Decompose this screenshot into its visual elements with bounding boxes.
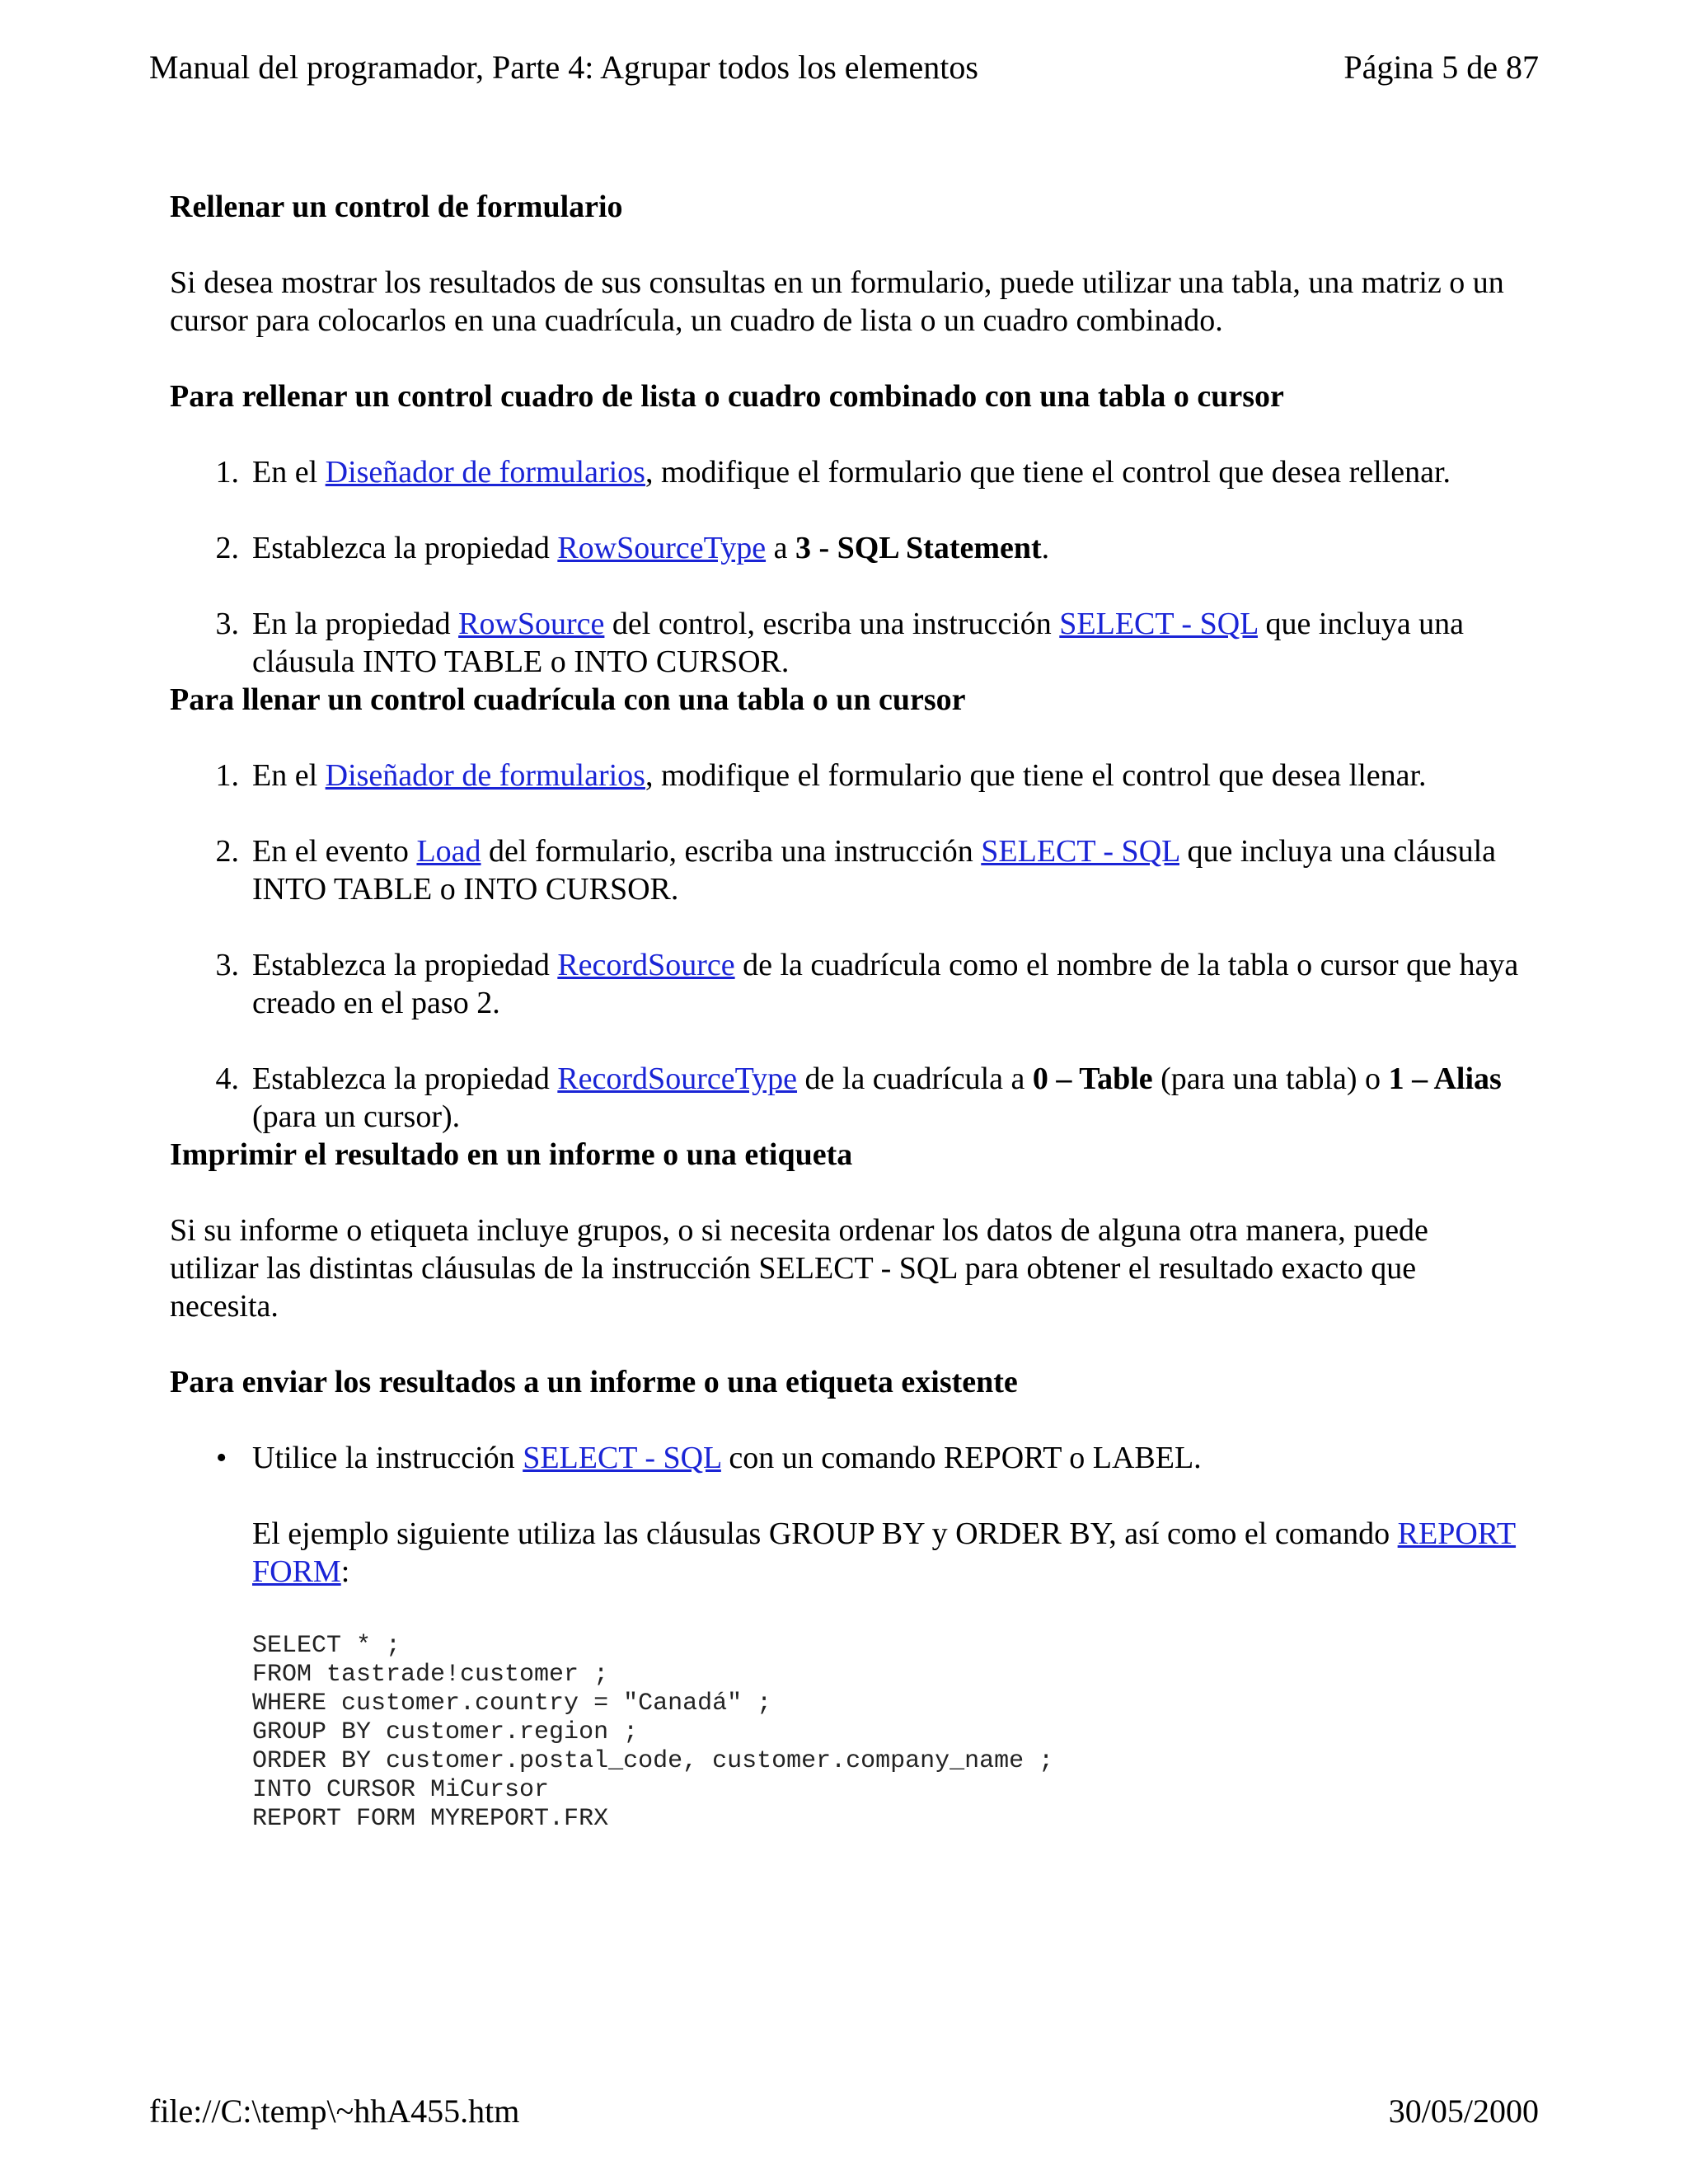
code-sample	[252, 1632, 1522, 1834]
step-text: que incluya una cláusula INTO TABLE o INTO CURSOR.	[252, 834, 1497, 907]
procedure-steps-listbox	[170, 453, 1522, 681]
step-value: 1 – Alias	[1388, 1062, 1502, 1096]
list-item	[170, 946, 1522, 1022]
code-line: ORDER BY customer.postal_code, customer.company_name ;	[252, 1747, 1054, 1775]
report-form-link[interactable]: REPORT FORM	[252, 1516, 1517, 1589]
step-number: 2.	[215, 834, 239, 869]
step-text: :	[340, 1554, 350, 1589]
list-item	[170, 832, 1522, 908]
rowsource-link[interactable]: RowSource	[458, 607, 605, 641]
step-text: Establezca la propiedad	[252, 1062, 558, 1096]
load-event-link[interactable]: Load	[416, 834, 481, 869]
bullet-text	[252, 1439, 1522, 1477]
step-text: de la cuadrícula a	[797, 1062, 1033, 1096]
step-value: 0 – Table	[1032, 1062, 1153, 1096]
code-line: GROUP BY customer.region ;	[252, 1718, 639, 1746]
section-intro-paragraph: Si su informe o etiqueta incluye grupos, o si necesita ordenar los datos de alguna otra manera, puede utilizar las distintas cláusulas de la instrucción SELECT - SQL para obtener el resultado exacto que necesita.	[170, 1213, 1428, 1324]
bullet-icon: •	[216, 1441, 227, 1475]
recordsourcetype-link[interactable]: RecordSourceType	[557, 1062, 798, 1096]
step-number: 2.	[215, 531, 239, 565]
section-heading-print-report: Imprimir el resultado en un informe o una etiqueta	[170, 1137, 853, 1172]
step-number: 4.	[215, 1062, 239, 1096]
document-body	[170, 188, 1522, 1834]
code-line: WHERE customer.country = "Canadá" ;	[252, 1690, 772, 1718]
list-item	[170, 757, 1522, 794]
step-text: Utilice la instrucción	[252, 1441, 523, 1475]
step-text: a	[766, 531, 795, 565]
page-footer-date: 30/05/2000	[1388, 2093, 1539, 2130]
step-text: En el evento	[252, 834, 417, 869]
step-text: que incluya una cláusula INTO TABLE o INTO CURSOR.	[252, 607, 1465, 679]
code-line: INTO CURSOR MiCursor	[252, 1776, 550, 1804]
step-text: En el	[252, 758, 326, 793]
code-line: REPORT FORM MYREPORT.FRX	[252, 1805, 609, 1833]
form-designer-link[interactable]: Diseñador de formularios	[325, 455, 645, 490]
recordsource-link[interactable]: RecordSource	[557, 948, 735, 982]
step-text: , modifique el formulario que tiene el control que desea llenar.	[645, 758, 1427, 793]
example-text	[252, 1515, 1522, 1591]
step-text: , modifique el formulario que tiene el control que desea rellenar.	[645, 455, 1451, 490]
list-item	[170, 453, 1522, 491]
page-header-title: Manual del programador, Parte 4: Agrupar todos los elementos	[149, 49, 978, 86]
list-item	[170, 1060, 1522, 1136]
page-footer-path: file://C:\temp\~hhA455.htm	[149, 2093, 520, 2130]
step-text: En el	[252, 455, 326, 490]
step-number: 1.	[215, 455, 239, 490]
step-text: (para un cursor).	[252, 1099, 461, 1134]
section-intro-paragraph: Si desea mostrar los resultados de sus consultas en un formulario, puede utilizar una tabla, una matriz o un cursor para colocarlos en una cuadrícula, un cuadro de lista o un cuadro combinado.	[170, 265, 1504, 338]
step-text: El ejemplo siguiente utiliza las cláusulas GROUP BY y ORDER BY, así como el comando	[252, 1516, 1398, 1551]
procedure-heading-listbox: Para rellenar un control cuadro de lista o cuadro combinado con una tabla o cursor	[170, 379, 1284, 414]
code-line: FROM tastrade!customer ;	[252, 1661, 609, 1689]
step-text: con un comando REPORT o LABEL.	[720, 1441, 1202, 1475]
rowsourcetype-link[interactable]: RowSourceType	[557, 531, 767, 565]
step-text: del formulario, escriba una instrucción	[481, 834, 982, 869]
code-line: SELECT * ;	[252, 1632, 401, 1660]
step-text: Establezca la propiedad	[252, 948, 558, 982]
procedure-heading-grid: Para llenar un control cuadrícula con una tabla o un cursor	[170, 682, 966, 717]
step-text: .	[1041, 531, 1050, 565]
step-text: (para una tabla) o	[1152, 1062, 1389, 1096]
select-sql-link[interactable]: SELECT - SQL	[523, 1441, 721, 1475]
list-item	[170, 529, 1522, 567]
select-sql-link[interactable]: SELECT - SQL	[981, 834, 1179, 869]
page-number: Página 5 de 87	[1343, 49, 1539, 86]
section-heading-fill-form-control: Rellenar un control de formulario	[170, 190, 623, 224]
select-sql-link[interactable]: SELECT - SQL	[1059, 607, 1258, 641]
step-text: Establezca la propiedad	[252, 531, 558, 565]
procedure-bullets-report	[170, 1439, 1522, 1834]
form-designer-link[interactable]: Diseñador de formularios	[325, 758, 645, 793]
list-item	[170, 605, 1522, 681]
step-text: de la cuadrícula como el nombre de la tabla o cursor que haya creado en el paso 2.	[252, 948, 1519, 1020]
procedure-steps-grid	[170, 757, 1522, 1136]
step-number: 1.	[215, 758, 239, 793]
step-value: 3 - SQL Statement	[795, 531, 1042, 565]
list-item	[170, 1439, 1522, 1834]
step-text: del control, escriba una instrucción	[604, 607, 1060, 641]
step-text: En la propiedad	[252, 607, 459, 641]
procedure-heading-report: Para enviar los resultados a un informe o una etiqueta existente	[170, 1365, 1018, 1399]
step-number: 3.	[215, 948, 239, 982]
step-number: 3.	[215, 607, 239, 641]
